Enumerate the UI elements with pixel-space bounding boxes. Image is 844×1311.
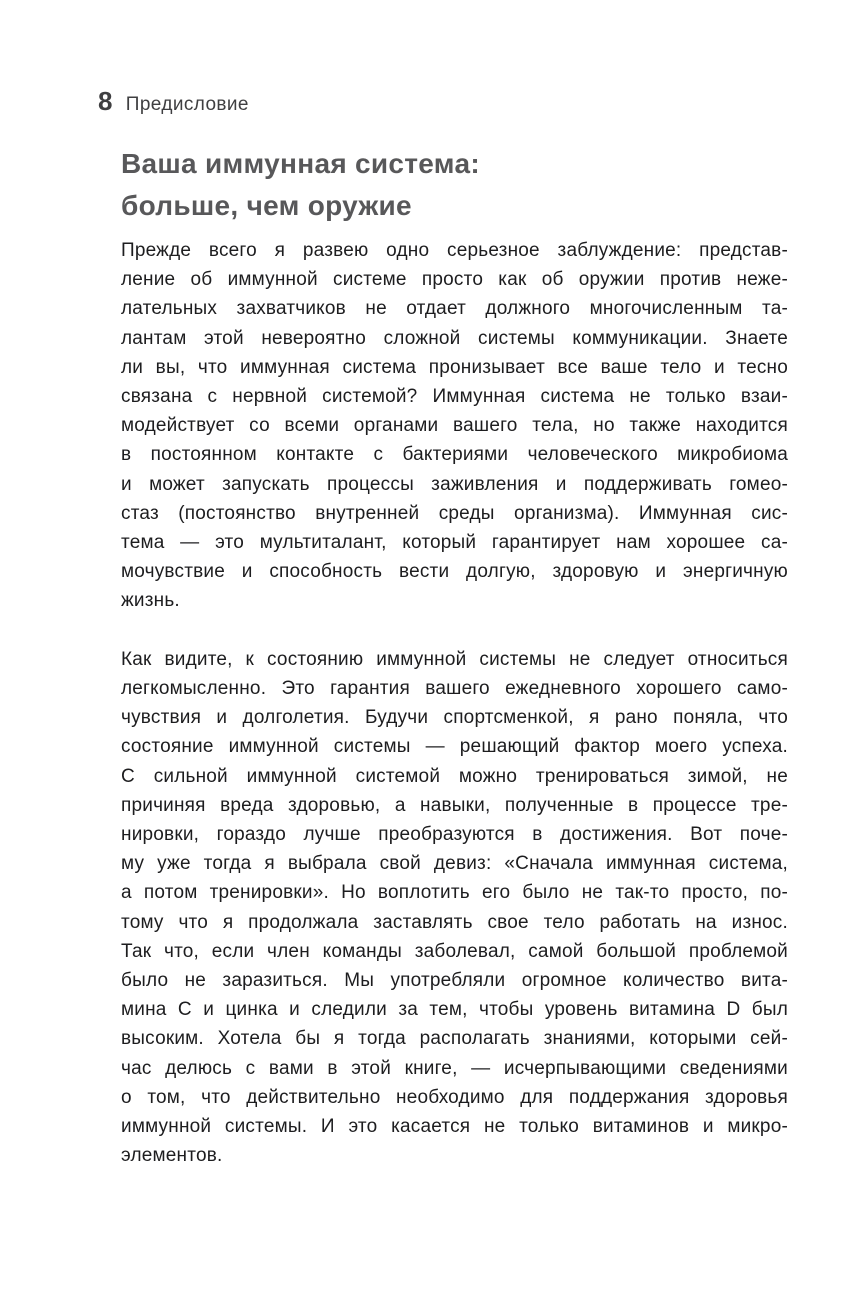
text-line: час делюсь с вами в этой книге, — исчерпывающими сведениями [121, 1057, 788, 1079]
text-line: жизнь. [121, 590, 180, 612]
text-line: ление об иммунной системе просто как об оружии против неже- [121, 269, 788, 291]
running-head: Предисловие [125, 94, 249, 115]
text-line: связана с нервной системой? Иммунная система не только взаи- [121, 386, 788, 408]
text-line: Так что, если член команды заболевал, самой большой проблемой [121, 940, 788, 962]
page-header [98, 86, 249, 117]
text-line: а потом тренировки». Но воплотить его было не так-то просто, по- [121, 882, 788, 904]
paragraph [121, 236, 788, 616]
text-line: Прежде всего я развею одно серьезное заблуждение: представ- [121, 240, 788, 261]
paragraph [121, 645, 788, 1171]
chapter-title-line: больше, чем оружие [121, 190, 412, 221]
text-line: Как видите, к состоянию иммунной системы не следует относиться [121, 648, 788, 670]
text-line: высоким. Хотела бы я тогда располагать знаниями, которыми сей- [121, 1028, 788, 1050]
text-line: стаз (постоянство внутренней среды организма). Иммунная сис- [121, 502, 788, 524]
text-line: тому что я продолжала заставлять свое тело работать на износ. [121, 911, 788, 933]
text-line: лантам этой невероятно сложной системы коммуникации. Знаете [121, 327, 788, 349]
text-line: состояние иммунной системы — решающий фактор моего успеха. [121, 736, 788, 758]
text-line: мина C и цинка и следили за тем, чтобы уровень витамина D был [121, 999, 788, 1021]
text-line: и может запускать процессы заживления и поддерживать гомео- [121, 473, 788, 495]
text-line: тема — это мультиталант, который гарантирует нам хорошее са- [121, 532, 788, 554]
text-line: лательных захватчиков не отдает должного многочисленным та- [121, 298, 788, 320]
text-line: иммунной системы. И это касается не только витаминов и микро- [121, 1116, 788, 1138]
chapter-title [121, 143, 788, 227]
text-line: му уже тогда я выбрала свой девиз: «Сначала иммунная система, [121, 853, 788, 875]
text-line: модействует со всеми органами вашего тела, но также находится [121, 415, 788, 437]
text-line: причиняя вреда здоровью, а навыки, полученные в процессе тре- [121, 794, 788, 816]
chapter-title-line: Ваша иммунная система: [121, 148, 480, 179]
text-line: элементов. [121, 1145, 223, 1167]
page-number: 8 [98, 86, 113, 116]
text-line: мочувствие и способность вести долгую, здоровую и энергичную [121, 561, 788, 583]
text-line: было не заразиться. Мы употребляли огромное количество вита- [121, 970, 788, 992]
text-line: С сильной иммунной системой можно тренироваться зимой, не [121, 765, 788, 787]
text-line: ли вы, что иммунная система пронизывает все ваше тело и тесно [121, 356, 788, 378]
text-line: о том, что действительно необходимо для поддержания здоровья [121, 1086, 788, 1108]
text-line: нировки, гораздо лучше преобразуются в достижения. Вот поче- [121, 824, 788, 846]
text-line: в постоянном контакте с бактериями человеческого микробиома [121, 444, 788, 466]
text-line: легкомысленно. Это гарантия вашего ежедневного хорошего само- [121, 678, 788, 700]
body-text [121, 236, 788, 1170]
text-line: чувствия и долголетия. Будучи спортсменкой, я рано поняла, что [121, 707, 788, 729]
